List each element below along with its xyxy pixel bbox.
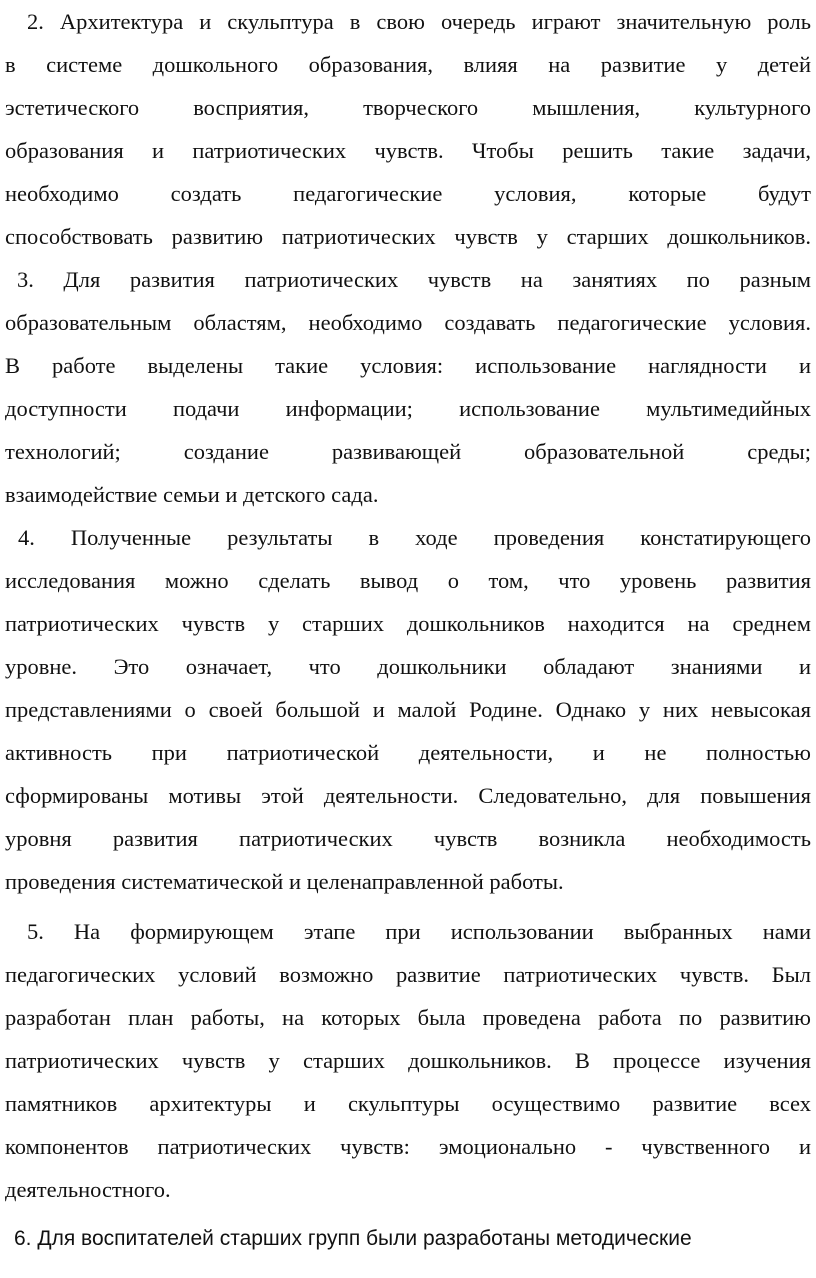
paragraph-4-line-1: 4. Полученные результаты в ходе проведения констатирующего [18, 525, 811, 550]
paragraph-5-line-2: педагогических условий возможно развитие патриотических чувств. Был [5, 962, 811, 987]
paragraph-5-line-1: 5. На формирующем этапе при использовании выбранных нами [27, 919, 811, 944]
paragraph-4-line-7: сформированы мотивы этой деятельности. Следовательно, для повышения [5, 783, 811, 808]
paragraph-5-line-7: деятельностного. [5, 1177, 171, 1202]
paragraph-4-line-8: уровня развития патриотических чувств возникла необходимость [5, 826, 811, 851]
paragraph-3-line-6: взаимодействие семьи и детского сада. [5, 482, 379, 507]
paragraph-3-line-2: образовательным областям, необходимо создавать педагогические условия. [5, 310, 811, 335]
paragraph-3-line-4: доступности подачи информации; использование мультимедийных [5, 396, 811, 421]
paragraph-5-line-5: памятников архитектуры и скульптуры осуществимо развитие всех [5, 1091, 811, 1116]
paragraph-2-line-2: в системе дошкольного образования, влияя на развитие у детей [5, 52, 811, 77]
paragraph-5-line-4: патриотических чувств у старших дошкольников. В процессе изучения [5, 1048, 811, 1073]
paragraph-2-line-5: необходимо создать педагогические условия, которые будут [5, 181, 811, 206]
paragraph-5-line-3: разработан план работы, на которых была проведена работа по развитию [5, 1005, 811, 1030]
paragraph-5-line-6: компонентов патриотических чувств: эмоционально - чувственного и [5, 1134, 811, 1159]
paragraph-3-line-5: технологий; создание развивающей образовательной среды; [5, 439, 811, 464]
paragraph-4-line-6: активность при патриотической деятельности, и не полностью [5, 740, 811, 765]
paragraph-4-line-9: проведения систематической и целенаправленной работы. [5, 869, 564, 894]
paragraph-2-line-6: способствовать развитию патриотических чувств у старших дошкольников. [5, 224, 811, 249]
paragraph-2-line-1: 2. Архитектура и скульптура в свою очередь играют значительную роль [27, 9, 811, 34]
paragraph-2-line-3: эстетического восприятия, творческого мышления, культурного [5, 95, 811, 120]
paragraph-2-line-4: образования и патриотических чувств. Чтобы решить такие задачи, [5, 138, 811, 163]
paragraph-4-line-3: патриотических чувств у старших дошкольников находится на среднем [5, 611, 811, 636]
paragraph-3-line-3: В работе выделены такие условия: использование наглядности и [5, 353, 811, 378]
paragraph-4-line-4: уровне. Это означает, что дошкольники обладают знаниями и [5, 654, 811, 679]
paragraph-4-line-5: представлениями о своей большой и малой Родине. Однако у них невысокая [5, 697, 811, 722]
paragraph-3-line-1: 3. Для развития патриотических чувств на занятиях по разным [17, 267, 811, 292]
paragraph-4-line-2: исследования можно сделать вывод о том, что уровень развития [5, 568, 811, 593]
paragraph-6-line-1: 6. Для воспитателей старших групп были разработаны методические [14, 1227, 692, 1250]
